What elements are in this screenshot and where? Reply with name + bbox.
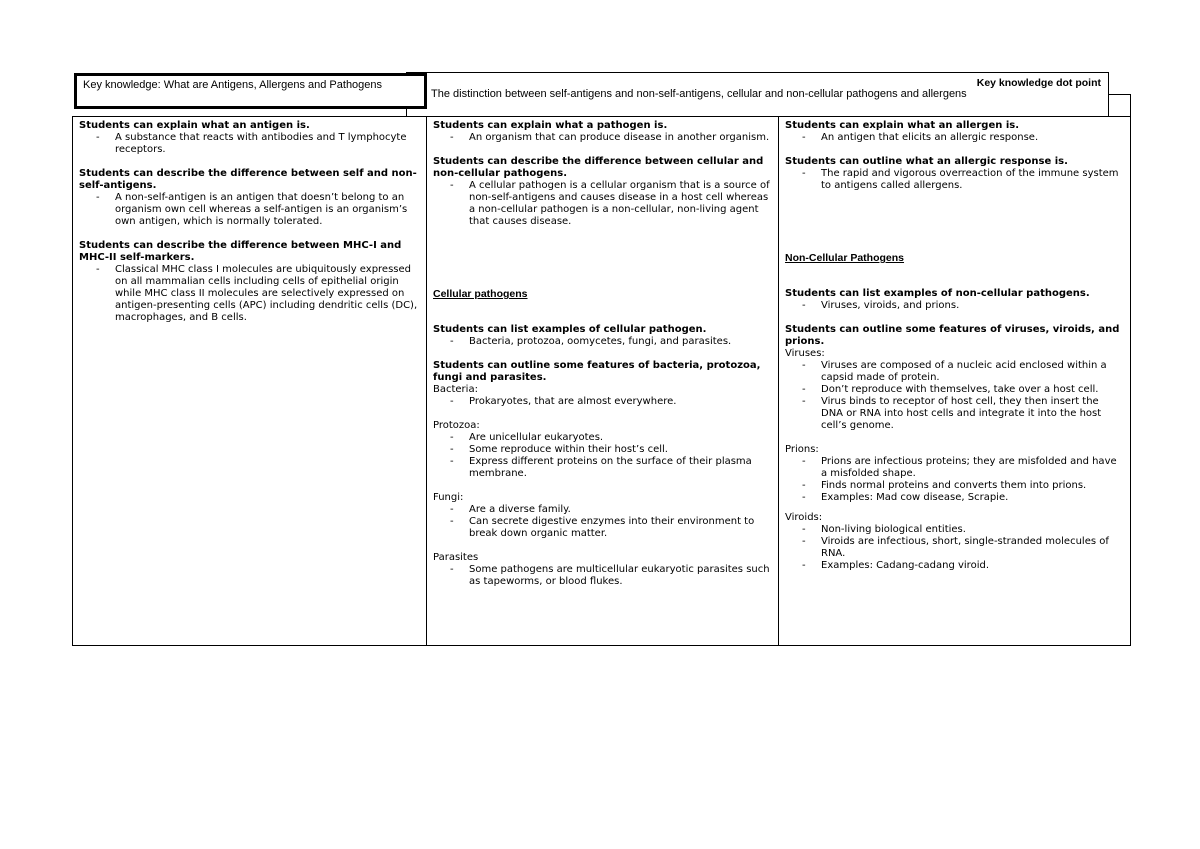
list-item: - Classical MHC class I molecules are ubiquitously expressed: [96, 264, 412, 275]
dash-icon: -: [802, 492, 806, 503]
key-knowledge-title: Key knowledge: What are Antigens, Allergens and Pathogens: [83, 79, 383, 91]
list-item-cont: own antigen, which is normally tolerated.: [115, 216, 323, 227]
dash-icon: -: [450, 444, 454, 455]
heading-cont: self-antigens.: [79, 180, 157, 191]
heading-cont: MHC-II self-markers.: [79, 252, 195, 263]
list-item: - Virus binds to receptor of host cell, they then insert the: [802, 396, 1099, 407]
heading: Students can describe the difference between self and non-: [79, 168, 417, 179]
dash-icon: -: [450, 396, 454, 407]
list-item: - Some reproduce within their host’s cell.: [450, 444, 668, 455]
list-item-cont: macrophages, and B cells.: [115, 312, 247, 323]
list-item: - Are unicellular eukaryotes.: [450, 432, 604, 443]
list-item: - Examples: Mad cow disease, Scrapie.: [802, 492, 1009, 503]
subheading-prions: Prions:: [785, 444, 819, 455]
dash-icon: -: [802, 384, 806, 395]
heading-cont: non-cellular pathogens.: [433, 168, 568, 179]
dash-icon: -: [96, 132, 100, 143]
list-item: - Non-living biological entities.: [802, 524, 966, 535]
list-item-cont: as tapeworms, or blood flukes.: [469, 576, 623, 587]
list-item-cont: membrane.: [469, 468, 527, 479]
dash-icon: -: [802, 560, 806, 571]
list-item: - A substance that reacts with antibodies and T lymphocyte: [96, 132, 407, 143]
subheading-viruses: Viruses:: [785, 348, 825, 359]
heading: Students can explain what an antigen is.: [79, 120, 310, 131]
dash-icon: -: [802, 300, 806, 311]
dash-icon: -: [450, 180, 454, 191]
heading: Students can outline some features of viruses, viroids, and: [785, 324, 1120, 335]
dash-icon: -: [802, 456, 806, 467]
list-item: - The rapid and vigorous overreaction of the immune system: [802, 168, 1119, 179]
heading-cont: fungi and parasites.: [433, 372, 547, 383]
dash-icon: -: [450, 516, 454, 527]
list-item: - Examples: Cadang-cadang viroid.: [802, 560, 989, 571]
dot-point-body: The distinction between self-antigens and non-self-antigens, cellular and non-cellular pathogens and allergens: [431, 88, 967, 100]
allergens-column: [778, 117, 1130, 645]
list-item: - Can secrete digestive enzymes into their environment to: [450, 516, 755, 527]
list-item: - Viruses are composed of a nucleic acid enclosed within a: [802, 360, 1107, 371]
list-item: - Prions are infectious proteins; they are misfolded and have: [802, 456, 1117, 467]
antigens-column: [73, 117, 426, 645]
list-item: - Bacteria, protozoa, oomycetes, fungi, and parasites.: [450, 336, 732, 347]
dash-icon: -: [802, 396, 806, 407]
list-item-cont: RNA.: [821, 548, 846, 559]
heading: Students can describe the difference between cellular and: [433, 156, 764, 167]
subheading-viroids: Viroids:: [785, 512, 823, 523]
dash-icon: -: [450, 336, 454, 347]
list-item: - An organism that can produce disease in another organism.: [450, 132, 770, 143]
list-item-cont: on all mammalian cells including cells of epithelial origin: [115, 276, 399, 287]
dash-icon: -: [450, 456, 454, 467]
dash-icon: -: [802, 168, 806, 179]
heading: Students can list examples of non-cellular pathogens.: [785, 288, 1090, 299]
pathogens-column: [426, 117, 778, 645]
list-item-cont: a misfolded shape.: [821, 468, 916, 479]
dash-icon: -: [802, 524, 806, 535]
dash-icon: -: [450, 504, 454, 515]
list-item-cont: antigen-presenting cells (APC) including dendritic cells (DC),: [115, 300, 418, 311]
key-knowledge-dot-point-box: [406, 72, 1109, 117]
header-border-line: [1109, 94, 1131, 95]
list-item: - Finds normal proteins and converts them into prions.: [802, 480, 1087, 491]
heading: Students can list examples of cellular pathogen.: [433, 324, 707, 335]
dash-icon: -: [802, 480, 806, 491]
list-item: - Some pathogens are multicellular eukaryotic parasites such: [450, 564, 770, 575]
list-item: - A cellular pathogen is a cellular organism that is a source of: [450, 180, 770, 191]
list-item-cont: break down organic matter.: [469, 528, 608, 539]
key-knowledge-title-box: [74, 73, 427, 109]
dash-icon: -: [96, 192, 100, 203]
section-title-non-cellular-pathogens: Non-Cellular Pathogens: [785, 252, 905, 264]
list-item-cont: non-self-antigens and causes disease in a host cell whereas: [469, 192, 769, 203]
subheading-parasites: Parasites: [433, 552, 479, 563]
dot-point-title: Key knowledge dot point: [976, 77, 1101, 89]
list-item-cont: to antigens called allergens.: [821, 180, 963, 191]
dash-icon: -: [450, 432, 454, 443]
heading: Students can explain what an allergen is.: [785, 120, 1019, 131]
list-item-cont: organism own cell whereas a self-antigen is an organism’s: [115, 204, 408, 215]
list-item-cont: while MHC class II molecules are selectively expressed on: [115, 288, 405, 299]
heading: Students can describe the difference between MHC-I and: [79, 240, 402, 251]
section-title-cellular-pathogens: Cellular pathogens: [433, 288, 528, 300]
list-item: - An antigen that elicits an allergic response.: [802, 132, 1039, 143]
list-item: - Viruses, viroids, and prions.: [802, 300, 960, 311]
list-item-cont: capsid made of protein.: [821, 372, 940, 383]
subheading-fungi: Fungi:: [433, 492, 464, 503]
heading-cont: prions.: [785, 336, 825, 347]
dash-icon: -: [450, 564, 454, 575]
heading: Students can outline some features of bacteria, protozoa,: [433, 360, 761, 371]
dash-icon: -: [802, 360, 806, 371]
subheading-bacteria: Bacteria:: [433, 384, 478, 395]
dash-icon: -: [802, 536, 806, 547]
list-item: - Prokaryotes, that are almost everywhere.: [450, 396, 677, 407]
heading: Students can outline what an allergic response is.: [785, 156, 1068, 167]
list-item: - Don’t reproduce with themselves, take over a host cell.: [802, 384, 1099, 395]
subheading-protozoa: Protozoa:: [433, 420, 480, 431]
heading: Students can explain what a pathogen is.: [433, 120, 668, 131]
dash-icon: -: [96, 264, 100, 275]
dot-point-text: [431, 88, 967, 100]
list-item: - Viroids are infectious, short, single-stranded molecules of: [802, 536, 1109, 547]
dash-icon: -: [450, 132, 454, 143]
list-item: - Are a diverse family.: [450, 504, 571, 515]
list-item-cont: DNA or RNA into host cells and integrate it into the host: [821, 408, 1102, 419]
header-border-line: [1130, 94, 1131, 116]
dash-icon: -: [802, 132, 806, 143]
list-item-cont: a non-cellular pathogen is a non-cellular, non-living agent: [469, 204, 759, 215]
list-item-cont: that causes disease.: [469, 216, 572, 227]
content-table: [72, 116, 1131, 646]
list-item: - A non-self-antigen is an antigen that doesn’t belong to an: [96, 192, 405, 203]
list-item: - Express different proteins on the surface of their plasma: [450, 456, 752, 467]
list-item-cont: receptors.: [115, 144, 166, 155]
list-item-cont: cell’s genome.: [821, 420, 894, 431]
